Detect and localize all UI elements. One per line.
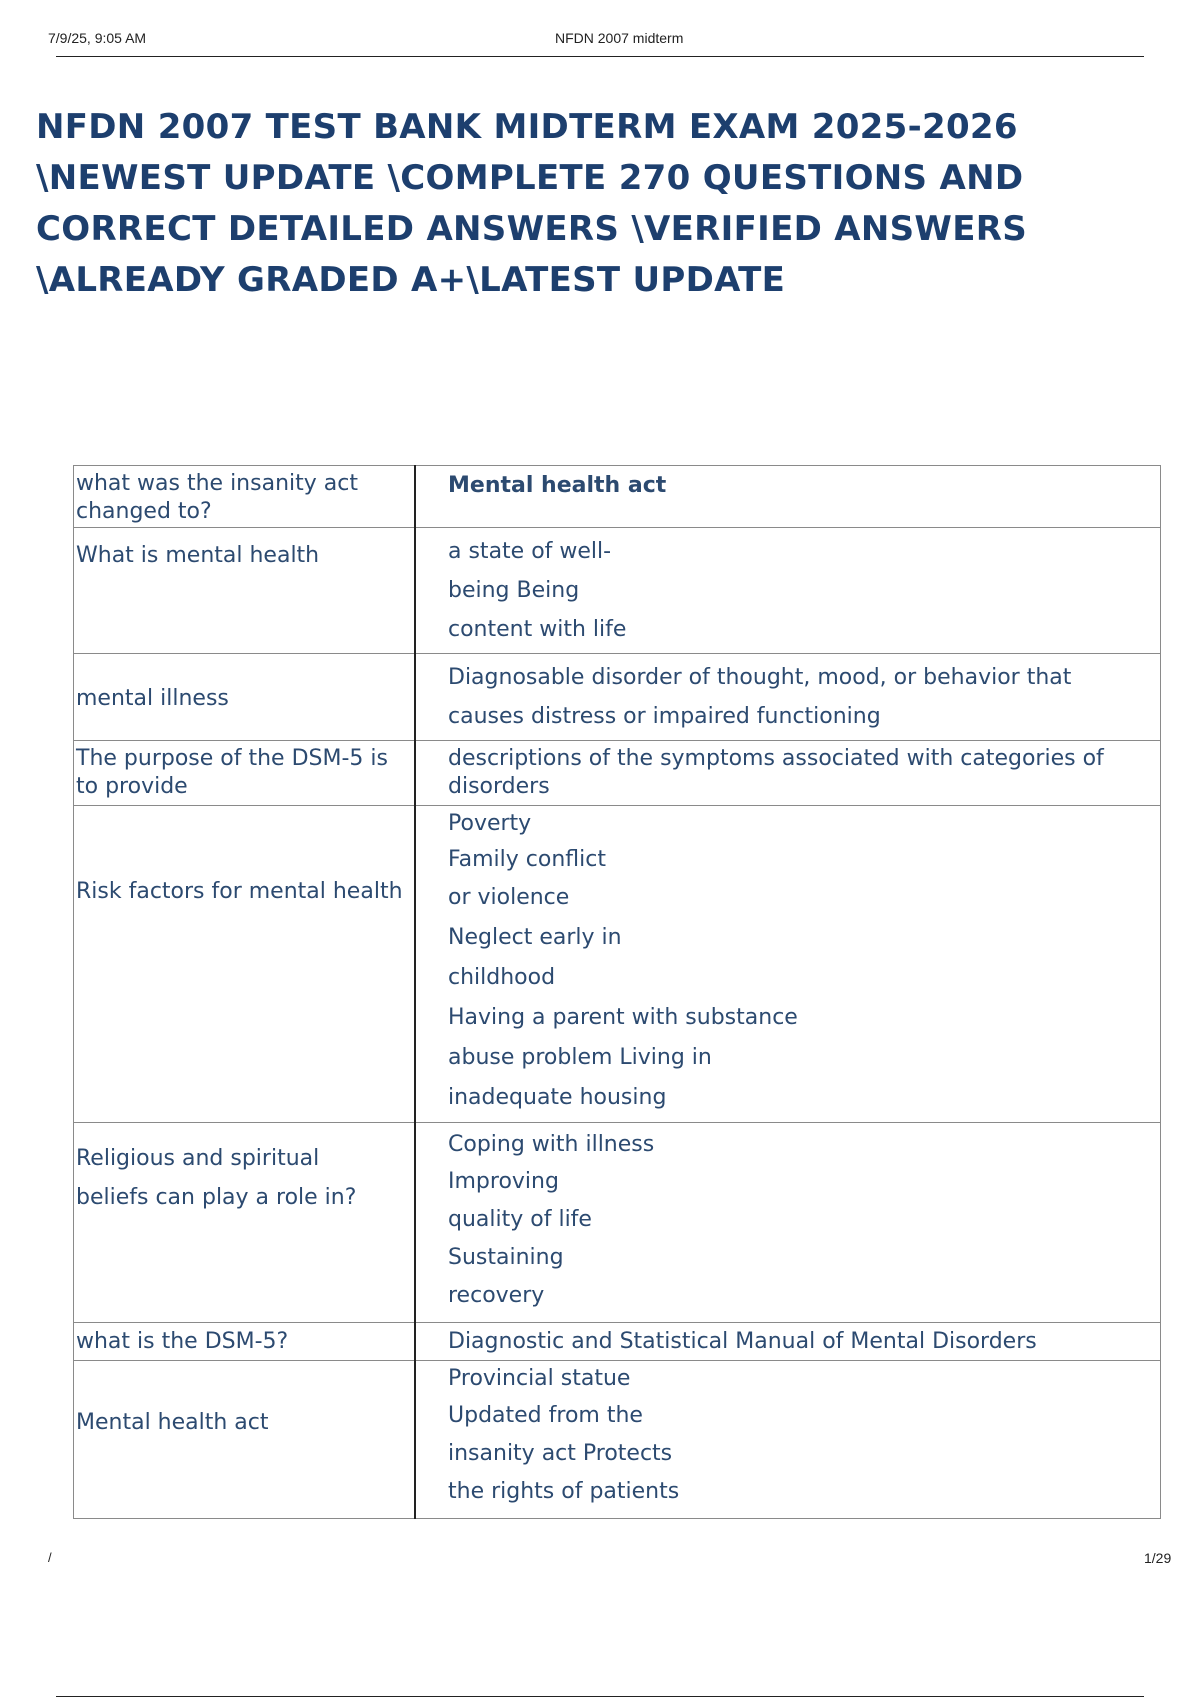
answer-line: Diagnostic and Statistical Manual of Mental Disorders xyxy=(448,1328,1037,1354)
footer-rule xyxy=(56,1696,1144,1697)
answer-line: inadequate housing xyxy=(448,1085,667,1110)
question-cell xyxy=(74,1361,416,1519)
answer-line: recovery xyxy=(448,1283,545,1308)
answer-cell xyxy=(415,1323,1161,1361)
answer-cell xyxy=(415,1123,1161,1323)
question-line: What is mental health xyxy=(76,543,320,568)
print-datetime: 7/9/25, 9:05 AM xyxy=(48,30,147,46)
answer-line: disorders xyxy=(448,774,550,799)
table-row xyxy=(74,528,1161,654)
answer-line: Poverty xyxy=(448,811,532,836)
question-cell xyxy=(74,1323,416,1361)
answer-line: or violence xyxy=(448,885,570,910)
question-line: what is the DSM-5? xyxy=(76,1328,289,1354)
answer-cell xyxy=(415,654,1161,741)
table-row xyxy=(74,1123,1161,1323)
answer-line: Mental health act xyxy=(448,473,667,498)
table-row xyxy=(74,741,1161,806)
answer-line: a state of well- xyxy=(448,539,612,564)
answer-cell xyxy=(415,528,1161,654)
table-row xyxy=(74,806,1161,1123)
answer-line: Neglect early in xyxy=(448,925,622,950)
answer-line: quality of life xyxy=(448,1207,592,1232)
answer-cell xyxy=(415,1361,1161,1519)
question-line: Religious and spiritual xyxy=(76,1146,320,1171)
header-rule xyxy=(56,56,1144,57)
answer-line: being Being xyxy=(448,578,580,603)
title-line: \ALREADY GRADED A+\LATEST UPDATE xyxy=(36,260,786,300)
title-line: \NEWEST UPDATE \COMPLETE 270 QUESTIONS AND xyxy=(36,158,1024,198)
answer-line: the rights of patients xyxy=(448,1479,680,1504)
answer-line: Sustaining xyxy=(448,1245,564,1270)
question-line: Risk factors for mental health xyxy=(76,879,403,904)
qa-table xyxy=(73,465,1161,1519)
title-line: CORRECT DETAILED ANSWERS \VERIFIED ANSWERS xyxy=(36,209,1028,249)
question-line: The purpose of the DSM-5 is xyxy=(76,746,388,771)
question-line: mental illness xyxy=(76,686,229,711)
answer-cell xyxy=(415,806,1161,1123)
table-row xyxy=(74,466,1161,528)
document-title xyxy=(36,102,1156,306)
title-line: NFDN 2007 TEST BANK MIDTERM EXAM 2025-2026 xyxy=(36,107,1018,147)
question-line: what was the insanity act xyxy=(76,471,358,496)
answer-line: Having a parent with substance xyxy=(448,1005,798,1030)
print-doc-name: NFDN 2007 midterm xyxy=(555,30,684,46)
answer-line: content with life xyxy=(448,617,627,642)
answer-line: Improving xyxy=(448,1169,559,1194)
question-cell xyxy=(74,654,416,741)
question-line: to provide xyxy=(76,774,188,799)
page-number: 1/29 xyxy=(1144,1550,1172,1566)
question-cell xyxy=(74,528,416,654)
answer-line: Diagnosable disorder of thought, mood, or behavior that xyxy=(448,665,1072,690)
answer-line: Updated from the xyxy=(448,1403,643,1428)
answer-line: causes distress or impaired functioning xyxy=(448,704,881,729)
answer-line: abuse problem Living in xyxy=(448,1045,712,1070)
question-cell xyxy=(74,741,416,806)
table-row xyxy=(74,1361,1161,1519)
answer-line: Provincial statue xyxy=(448,1366,631,1391)
table-row xyxy=(74,1323,1161,1361)
question-line: changed to? xyxy=(76,499,212,524)
question-line: Mental health act xyxy=(76,1410,269,1435)
question-line: beliefs can play a role in? xyxy=(76,1185,357,1210)
answer-line: Family conflict xyxy=(448,847,606,872)
footer-mark: / xyxy=(48,1550,52,1565)
answer-line: insanity act Protects xyxy=(448,1441,673,1466)
answer-line: descriptions of the symptoms associated with categories of xyxy=(448,746,1104,771)
answer-cell xyxy=(415,741,1161,806)
answer-cell xyxy=(415,466,1161,528)
question-cell xyxy=(74,806,416,1123)
question-cell xyxy=(74,466,416,528)
answer-line: childhood xyxy=(448,965,556,990)
table-row xyxy=(74,654,1161,741)
answer-line: Coping with illness xyxy=(448,1132,655,1157)
question-cell xyxy=(74,1123,416,1323)
